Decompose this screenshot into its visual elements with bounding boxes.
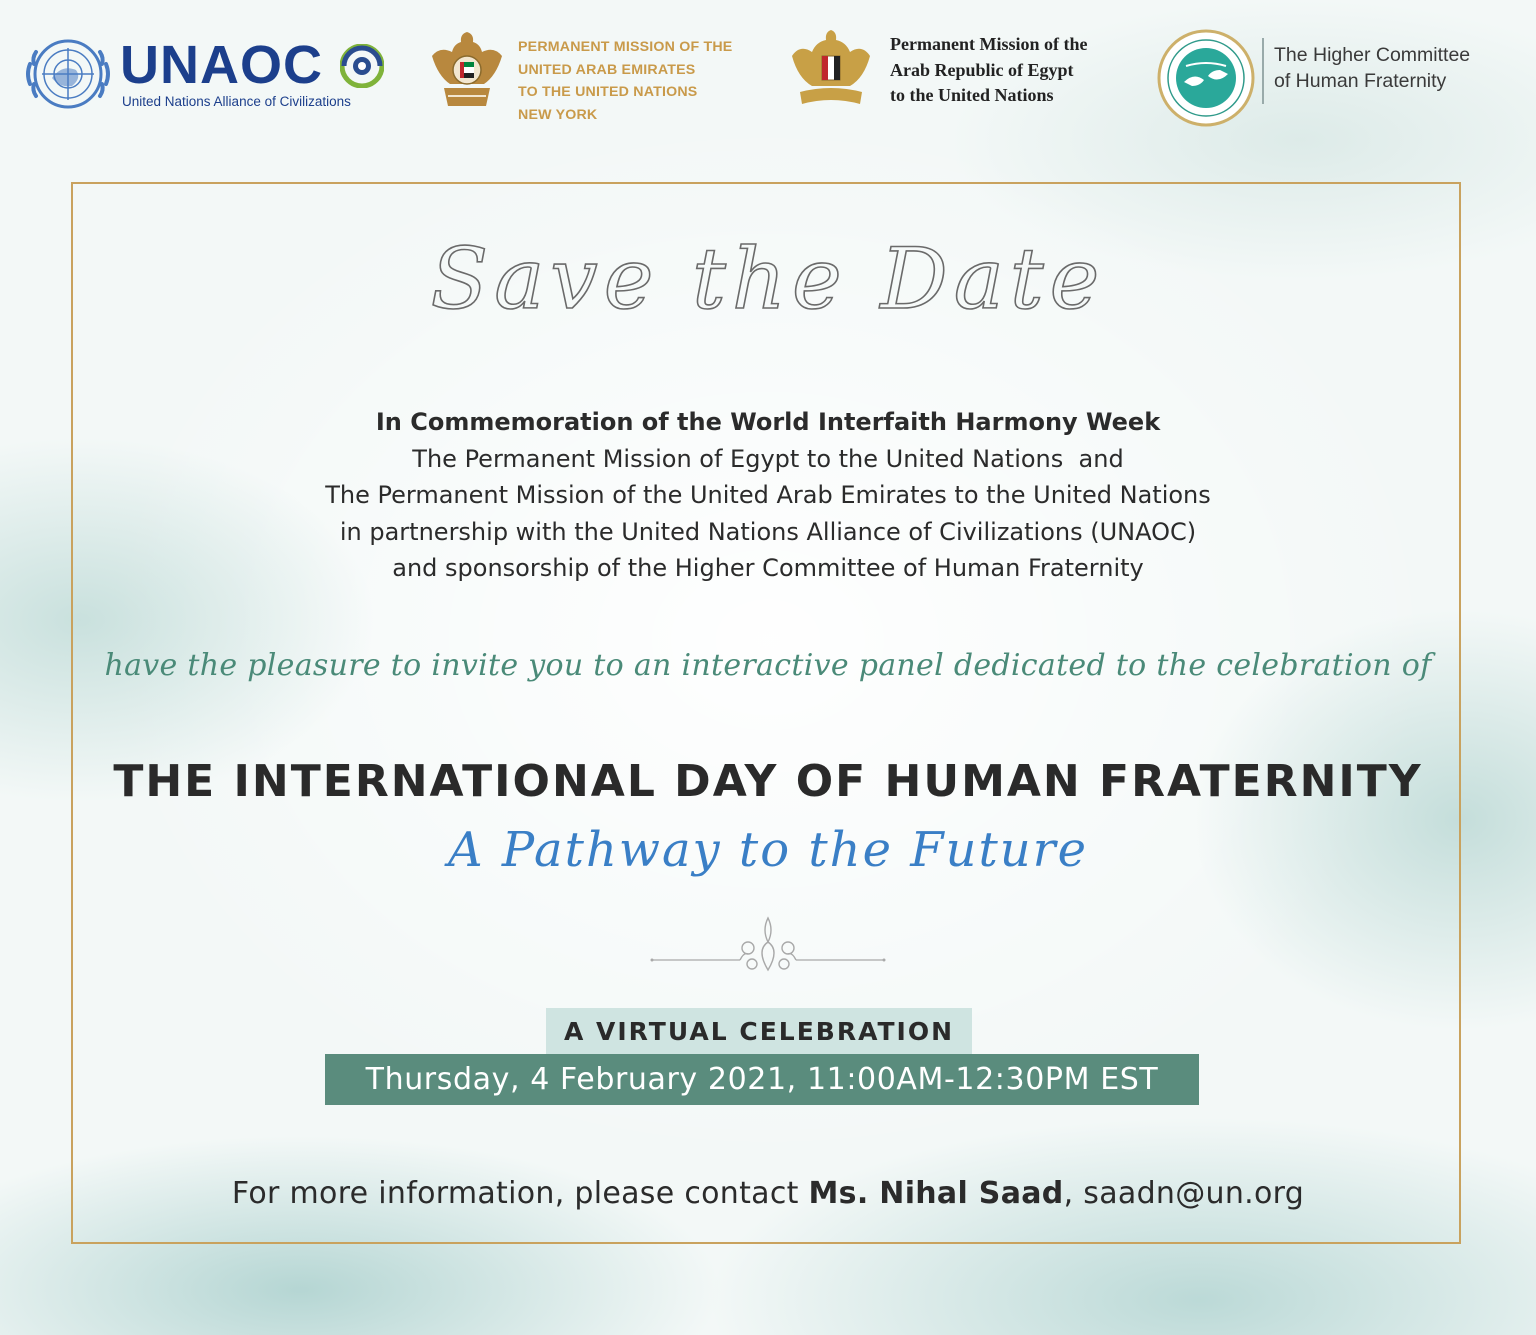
unaoc-eye-icon — [340, 44, 384, 88]
egypt-line-2: Arab Republic of Egypt — [890, 59, 1074, 80]
body-line-1: In Commemoration of the World Interfaith Harmony Week — [375, 408, 1161, 436]
un-emblem-icon — [22, 34, 114, 114]
body-line-3: The Permanent Mission of the United Arab Emirates to the United Nations — [325, 481, 1211, 509]
hcf-line-2: of Human Fraternity — [1274, 70, 1447, 92]
hcf-seal-icon — [1156, 28, 1256, 128]
contact-prefix: For more information, please contact — [231, 1176, 809, 1211]
unaoc-logo — [22, 34, 392, 114]
hcf-divider — [1262, 38, 1264, 104]
event-subtitle: A Pathway to the Future — [447, 822, 1089, 878]
unaoc-wordmark: UNAOC — [120, 35, 323, 95]
event-date-time: Thursday, 4 February 2021, 11:00AM-12:30PM EST — [325, 1054, 1199, 1105]
contact-line — [0, 1176, 1536, 1211]
save-the-date-text: Save the Date — [430, 230, 1106, 328]
unaoc-subtitle: United Nations Alliance of Civilizations — [122, 94, 351, 109]
hcf-line-1: The Higher Committee — [1274, 44, 1471, 66]
uae-line-4: NEW YORK — [518, 106, 598, 123]
contact-name: Ms. Nihal Saad — [808, 1176, 1064, 1211]
virtual-celebration-label: A VIRTUAL CELEBRATION — [546, 1008, 972, 1054]
contact-email-link[interactable]: saadn@un.org — [1083, 1176, 1305, 1211]
uae-falcon-emblem-icon — [430, 26, 504, 118]
egypt-mission-logo — [790, 26, 1130, 116]
uae-line-3: TO THE UNITED NATIONS — [518, 84, 698, 101]
body-line-2: The Permanent Mission of Egypt to the United Nations and — [412, 444, 1124, 473]
egypt-line-1: Permanent Mission of the — [890, 34, 1088, 54]
uae-mission-text — [518, 36, 732, 126]
invitation-body — [0, 404, 1536, 587]
invite-line: have the pleasure to invite you to an interactive panel dedicated to the celebration of — [104, 648, 1432, 683]
body-line-5: and sponsorship of the Higher Committee of Human Fraternity — [392, 554, 1144, 582]
body-line-4: in partnership with the United Nations Alliance of Civilizations (UNAOC) — [339, 517, 1197, 546]
egypt-eagle-emblem-icon — [790, 26, 872, 112]
hcf-text — [1274, 42, 1470, 94]
egypt-line-3: to the United Nations — [890, 85, 1054, 105]
save-the-date-heading — [0, 206, 1536, 366]
uae-line-1: PERMANENT MISSION OF THE — [518, 39, 733, 55]
ornament-divider-icon — [648, 912, 888, 976]
uae-mission-logo — [430, 26, 760, 126]
contact-separator: , — [1063, 1176, 1084, 1211]
hcf-logo — [1156, 28, 1516, 128]
uae-line-2: UNITED ARAB EMIRATES — [518, 61, 696, 78]
egypt-mission-text — [890, 32, 1087, 109]
event-title: THE INTERNATIONAL DAY OF HUMAN FRATERNITY — [113, 756, 1423, 807]
